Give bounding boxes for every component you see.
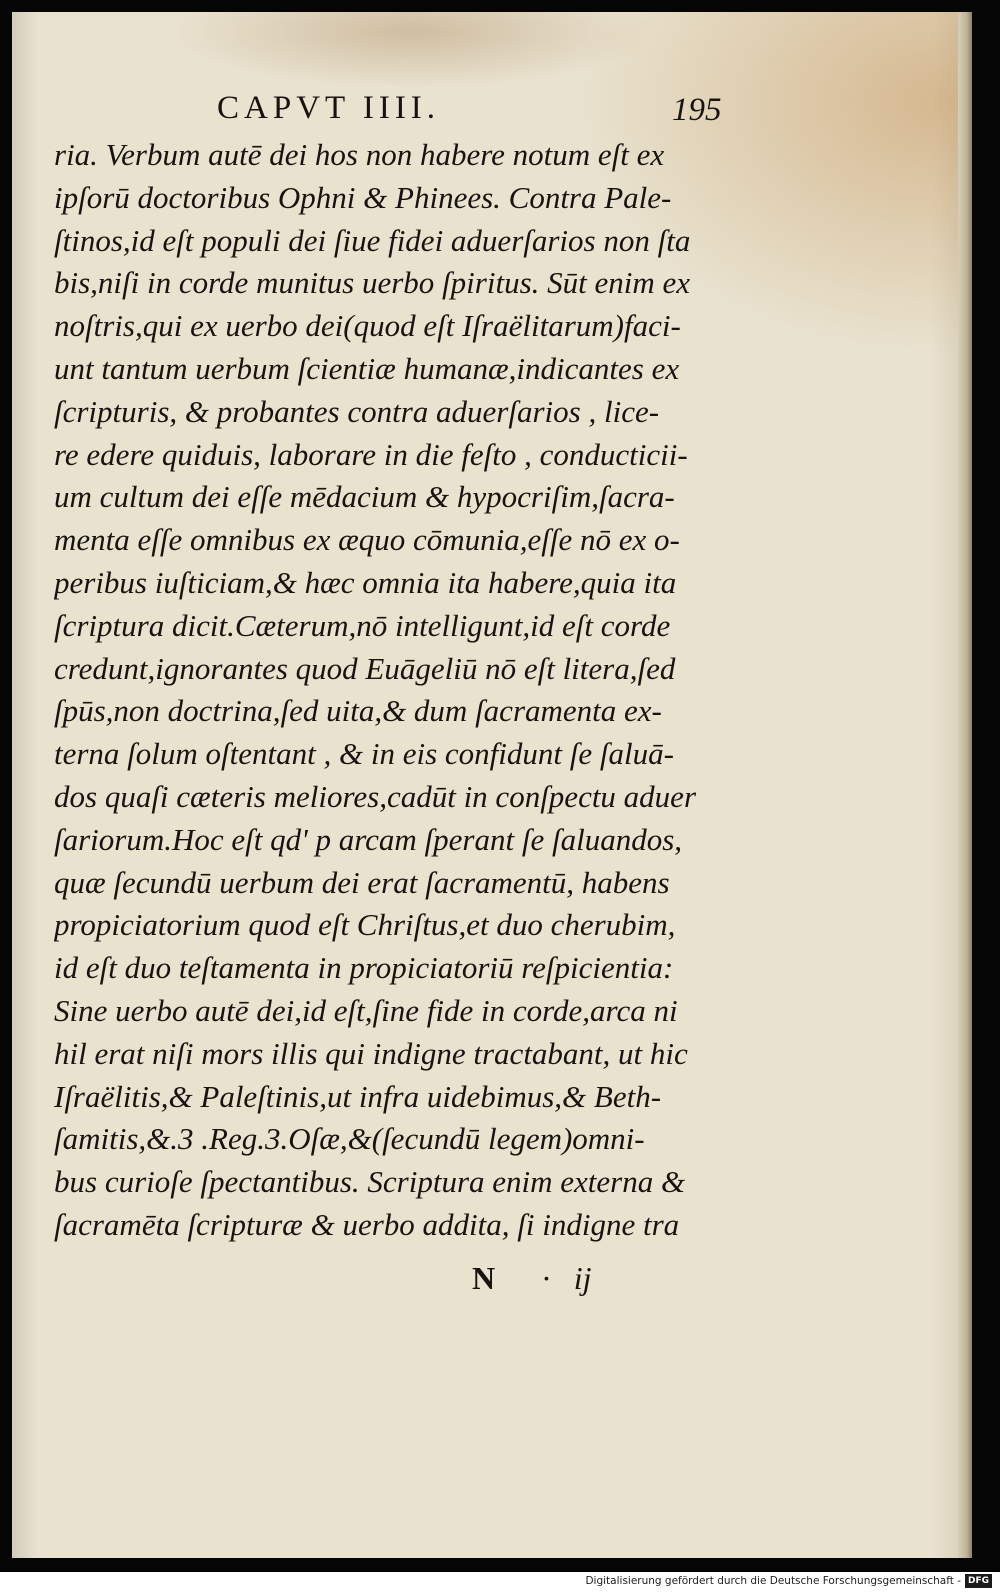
digitization-credit	[585, 1573, 992, 1589]
text-line: Iſraëlitis,& Paleſtinis,ut infra uidebimus,& Beth-	[54, 1078, 662, 1114]
text-line: ria. Verbum autē dei hos non habere notum eſt ex	[54, 137, 665, 172]
signature-dot: ·	[541, 1260, 552, 1296]
text-line: ipſorū doctoribus Ophni & Phinees. Contra Pale-	[54, 179, 672, 215]
text-line: propiciatorium quod eſt Chriſtus,et duo cherubim,	[54, 907, 676, 943]
text-line: ſtinos,id eſt populi dei ſiue fidei aduerſarios non ſta	[54, 222, 691, 258]
dfg-logo-badge[interactable]: DFG	[965, 1574, 992, 1588]
text-line: unt tantum uerbum ſcientiæ humanæ,indicantes ex	[54, 350, 680, 386]
text-line: ſpūs,non doctrina,ſed uita,& dum ſacramenta ex-	[54, 693, 662, 729]
text-line: ſacramēta ſcripturæ & uerbo addita, ſi indigne tra	[54, 1206, 680, 1242]
text-line: um cultum dei eſſe mēdacium & hypocriſim,ſacra-	[54, 479, 675, 515]
text-block	[54, 134, 724, 1247]
text-line: credunt,ignorantes quod Euāgeliū nō eſt litera,ſed	[54, 650, 676, 686]
text-line: dos quaſi cæteris meliores,cadūt in conſpectu aduer	[54, 778, 697, 814]
text-line: re edere quiduis, laborare in die feſto , conducticii-	[54, 436, 688, 472]
text-line: ſamitis,&.3 .Reg.3.Oſæ,&(ſecundū legem)omni-	[54, 1121, 645, 1157]
text-line: ſcriptura dicit.Cæterum,nō intelligunt,id eſt corde	[54, 607, 671, 643]
text-line: Sine uerbo autē dei,id eſt,ſine fide in corde,arca ni	[54, 992, 678, 1028]
signature-number: ij	[573, 1260, 592, 1296]
signature-mark	[472, 1260, 592, 1297]
folio-number: 195	[672, 92, 722, 128]
text-line: peribus iuſticiam,& hæc omnia ita habere,quia ita	[54, 564, 677, 600]
credit-text: Digitalisierung gefördert durch die Deutsche Forschungsgemeinschaft -	[585, 1575, 961, 1587]
text-line: bus curioſe ſpectantibus. Scriptura enim externa &	[54, 1164, 686, 1200]
text-line: id eſt duo teſtamenta in propiciatoriū reſpicientia:	[54, 950, 674, 986]
text-line: ſariorum.Hoc eſt qd' p arcam ſperant ſe ſaluandos,	[54, 821, 683, 857]
page-edge	[958, 12, 972, 1558]
text-line: noſtris,qui ex uerbo dei(quod eſt Iſraëlitarum)faci-	[54, 308, 681, 344]
text-line: quæ ſecundū uerbum dei erat ſacramentū, habens	[54, 864, 670, 900]
text-line: terna ſolum oſtentant , & in eis confidunt ſe ſaluā-	[54, 736, 674, 772]
text-line: hil erat niſi mors illis qui indigne tractabant, ut hic	[54, 1035, 688, 1071]
signature-letter: N	[472, 1260, 496, 1296]
text-line: menta eſſe omnibus ex æquo cōmunia,eſſe nō ex o-	[54, 522, 680, 558]
running-head: CAPVT IIII.	[217, 90, 441, 126]
text-line: ſcripturis, & probantes contra aduerſarios , lice-	[54, 393, 660, 429]
text-line: bis,niſi in corde munitus uerbo ſpiritus. Sūt enim ex	[54, 265, 691, 301]
book-page	[12, 12, 972, 1558]
